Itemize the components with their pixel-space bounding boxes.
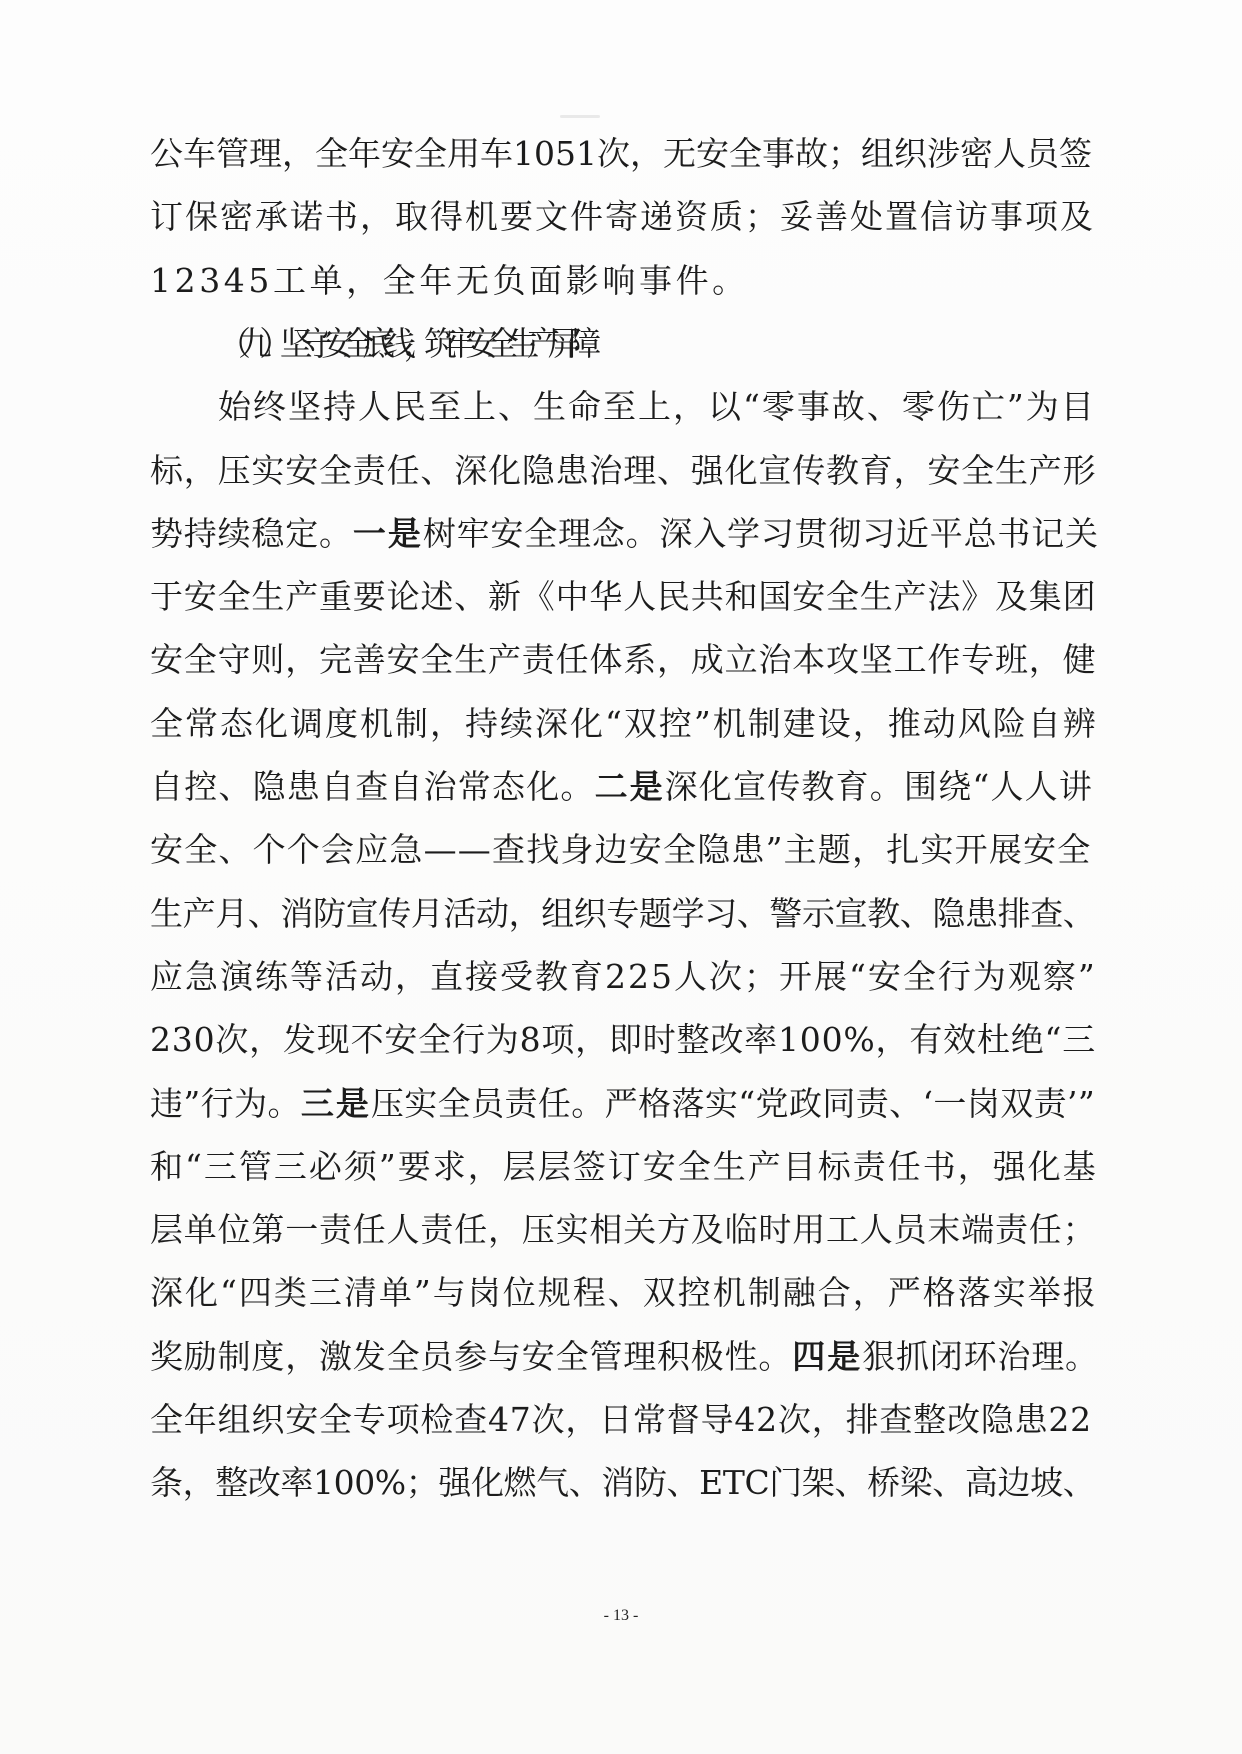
paragraph-line bbox=[150, 755, 1100, 819]
emphasis-text: 一是 bbox=[352, 513, 423, 553]
paragraph-line bbox=[150, 1072, 1100, 1136]
body-text: 全常态化调度机制，持续深化“双控”机制建设，推动风险自辨 bbox=[150, 703, 1098, 743]
paragraph-line bbox=[150, 1451, 1100, 1515]
body-text: 安全、个个会应急——查找身边安全隐患”主题，扎实开展安全 bbox=[150, 830, 1092, 870]
body-text: 12345工单，全年无负面影响事件。 bbox=[150, 260, 749, 300]
body-text: 违”行为。 bbox=[150, 1083, 301, 1123]
body-text: 始终坚持人民至上、生命至上，以“零事故、零伤亡”为目 bbox=[218, 387, 1096, 427]
body-text: 奖励制度，激发全员参与安全管理积极性。 bbox=[150, 1336, 793, 1376]
body-text: 安全守则，完善安全生产责任体系，成立治本攻坚工作专班，健 bbox=[150, 640, 1097, 680]
body-text: 层单位第一责任人责任，压实相关方及临时用工人员末端责任； bbox=[150, 1210, 1097, 1250]
body-text: 于安全生产重要论述、新《中华人民共和国安全生产法》及集团 bbox=[150, 577, 1097, 617]
paragraph-line bbox=[150, 1388, 1100, 1452]
section-heading bbox=[218, 312, 1168, 376]
emphasis-text: 二是 bbox=[594, 767, 665, 806]
paragraph-line bbox=[150, 628, 1100, 692]
body-text: 狠抓闭环治理。 bbox=[862, 1336, 1099, 1376]
paragraph-line bbox=[150, 1325, 1100, 1389]
paragraph-line bbox=[150, 185, 1100, 249]
paragraph-line bbox=[150, 122, 1100, 186]
body-text: 和“三管三必须”要求，层层签订安全生产目标责任书，强化基 bbox=[150, 1146, 1098, 1186]
paragraph-line bbox=[150, 818, 1100, 882]
scan-artifact bbox=[560, 115, 600, 118]
page-number: - 13 - bbox=[603, 1607, 639, 1624]
paragraph-line bbox=[150, 1261, 1100, 1325]
body-text: 应急演练等活动，直接受教育225人次；开展“安全行为观察” bbox=[150, 956, 1097, 996]
body-text: 生产月、消防宣传月活动，组织专题学习、警示宣教、隐患排查、 bbox=[150, 893, 1096, 933]
paragraph-line bbox=[150, 565, 1100, 629]
body-text: 深化宣传教育。围绕“人人讲 bbox=[664, 767, 1094, 806]
emphasis-text: 四是 bbox=[792, 1336, 863, 1376]
emphasis-text: 三是 bbox=[300, 1083, 371, 1123]
paragraph-line bbox=[150, 502, 1100, 566]
body-text: 公车管理，全年安全用车1051次，无安全事故；组织涉密人员签 bbox=[150, 134, 1092, 173]
paragraph-line bbox=[218, 375, 1100, 439]
paragraph-line bbox=[150, 249, 1100, 313]
paragraph-line bbox=[150, 1008, 1100, 1072]
body-text: 自控、隐患自查自治常态化。 bbox=[150, 767, 595, 806]
body-text: 条，整改率100%；强化燃气、消防、ETC门架、桥梁、高边坡、 bbox=[150, 1463, 1096, 1503]
body-text: 压实全员责任。严格落实“党政同责、‘一岗双责’” bbox=[370, 1083, 1096, 1123]
body-text: 标，压实安全责任、深化隐患治理、强化宣传教育，安全生产形 bbox=[150, 450, 1097, 490]
body-text: 230次，发现不安全行为8项，即时整改率100%，有效杜绝“三 bbox=[150, 1020, 1096, 1060]
body-text: （九）坚守安全底线，筑牢安全生产屏障 bbox=[218, 323, 589, 363]
paragraph-line bbox=[150, 1198, 1100, 1262]
body-text: 订保密承诺书，取得机要文件寄递资质；妥善处置信访事项及 bbox=[150, 197, 1095, 237]
paragraph-line bbox=[150, 882, 1100, 946]
paragraph-line bbox=[150, 945, 1100, 1009]
body-text: 树牢安全理念。深入学习贯彻习近平总书记关 bbox=[422, 513, 1099, 553]
body-text: 势持续稳定。 bbox=[150, 513, 353, 553]
body-text: 全年组织安全专项检查47次，日常督导42次，排查整改隐患22 bbox=[150, 1400, 1092, 1439]
paragraph-line bbox=[150, 439, 1100, 503]
paragraph-line bbox=[150, 692, 1100, 756]
paragraph-line bbox=[150, 1135, 1100, 1199]
body-text: 深化“四类三清单”与岗位规程、双控机制融合，严格落实举报 bbox=[150, 1273, 1098, 1313]
